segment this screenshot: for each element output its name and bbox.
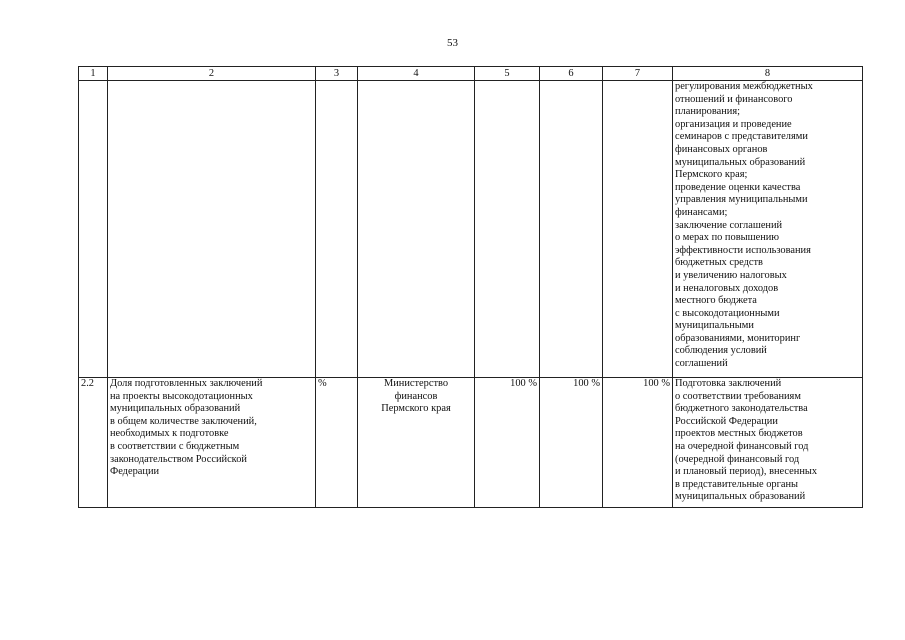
value-cell-6: 100 %: [540, 378, 603, 508]
value-cell-5: 100 %: [475, 378, 540, 508]
value-cell-5: [475, 81, 540, 378]
header-cell-3: 3: [316, 67, 358, 81]
indicators-table: [78, 66, 863, 508]
value-cell-6: [540, 81, 603, 378]
value-cell-7: [603, 81, 673, 378]
header-cell-8: 8: [673, 67, 863, 81]
header-cell-1: 1: [79, 67, 108, 81]
responsible-cell: [358, 81, 475, 378]
table-header-row: [79, 67, 863, 81]
row-number-cell: [79, 81, 108, 378]
table-row-2-2: [79, 378, 863, 508]
table-row-continuation: [79, 81, 863, 378]
indicator-name-cell: Доля подготовленных заключений на проекты высокодотационных муниципальных образований в общем количестве заключений, необходимых к подготовке в соответствии с бюджетным законодательством Российской Федерации: [108, 378, 316, 508]
header-cell-2: 2: [108, 67, 316, 81]
value-cell-7: 100 %: [603, 378, 673, 508]
header-cell-7: 7: [603, 67, 673, 81]
measures-cell: регулирования межбюджетных отношений и финансового планирования; организация и проведение семинаров с представителями финансовых органов муниципальных образований Пермского края; проведение оценки качества управления муниципальными финансами; заключение соглашений о мерах по повышению эффективности использования бюджетных средств и увеличению налоговых и неналоговых доходов местного бюджета с высокодотационными муниципальными образованиями, мониторинг соблюдения условий соглашений: [673, 81, 863, 378]
header-cell-4: 4: [358, 67, 475, 81]
unit-cell: %: [316, 378, 358, 508]
measures-cell: Подготовка заключений о соответствии требованиям бюджетного законодательства Российской Федерации проектов местных бюджетов на очередной финансовый год (очередной финансовый год и плановый период), внесенных в представительные органы муниципальных образований: [673, 378, 863, 508]
responsible-cell: Министерство финансов Пермского края: [358, 378, 475, 508]
header-cell-5: 5: [475, 67, 540, 81]
indicator-name-cell: [108, 81, 316, 378]
page-number: 53: [447, 37, 458, 49]
unit-cell: [316, 81, 358, 378]
header-cell-6: 6: [540, 67, 603, 81]
row-number-cell: 2.2: [79, 378, 108, 508]
